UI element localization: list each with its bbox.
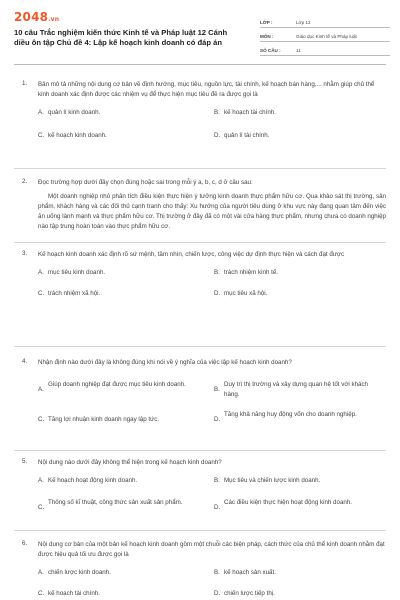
option-b[interactable]: B. kế hoạch sản xuất. (214, 569, 276, 576)
question-text: Nội dung cơ bản của một bản kế hoạch kinh doanh gồm một chuỗi các biện pháp, cách thức của chủ thể kinh doanh nhằm đạt được hiệu quả tối ưu được gọi là (38, 541, 385, 558)
header (14, 10, 386, 60)
option-b[interactable]: B. trách nhiệm kinh tế. (214, 269, 278, 276)
question-6 (14, 540, 386, 600)
option-c[interactable]: C. Thông số kĩ thuật, công thức sản xuất sản phẩm. (38, 499, 183, 511)
meta-label: MÔN : (260, 34, 274, 39)
question-divider (14, 530, 386, 531)
question-divider (14, 450, 386, 451)
meta-row-subject (260, 28, 390, 42)
meta-value: Lớp 12 (296, 20, 311, 25)
question-2 (14, 178, 386, 232)
option-b[interactable]: B. kế hoạch tài chính. (214, 109, 276, 116)
option-c[interactable]: C. kế hoạch tài chính. (38, 590, 100, 597)
options (38, 568, 386, 600)
option-a[interactable]: A. Kế hoạch hoạt động kinh doanh. (38, 477, 138, 484)
question-3 (14, 250, 386, 308)
page-title: 10 câu Trắc nghiệm kiến thức Kinh tế và Pháp luật 12 Cánh diều ôn tập Chủ đề 4: Lập kế hoạch kinh doanh có đáp án (14, 28, 228, 47)
option-a[interactable]: A. Giúp doanh nghiệp đạt được mục tiêu kinh doanh. (38, 381, 186, 393)
options (38, 268, 386, 308)
meta-label: SỐ CÂU : (260, 48, 281, 53)
question-text: Kế hoạch kinh doanh xác định rõ sứ mệnh, tầm nhìn, chiến lược, công việc dự định thực hiện và cách đạt được (38, 251, 345, 258)
option-b[interactable]: B. Mục tiêu và chiến lược kinh doanh. (214, 477, 321, 484)
option-d[interactable]: D. Tăng khả năng huy động vốn cho doanh nghiệp. (214, 411, 357, 423)
options (38, 380, 386, 438)
question-text: Đọc trường hợp dưới đây chọn đúng hoặc sai trong mỗi ý a, b, c, d ở câu sau: (38, 179, 253, 186)
option-d[interactable]: D. Các điều kiện thực hiện hoạt động kinh doanh. (214, 499, 352, 511)
options (38, 476, 386, 528)
question-number: 4. (22, 358, 28, 365)
question-number: 5. (22, 458, 28, 465)
question-1 (14, 80, 386, 148)
option-d[interactable]: D. mục tiêu xã hội. (214, 290, 268, 297)
site-logo[interactable]: 2048.vn (14, 10, 60, 24)
question-divider (14, 168, 386, 169)
options (38, 108, 386, 148)
option-d[interactable]: D. quản lí tài chính. (214, 132, 270, 139)
option-d[interactable]: D. chiến lược tiếp thị. (214, 590, 275, 597)
option-a[interactable]: A. chiến lược kinh doanh. (38, 569, 111, 576)
option-c[interactable]: C. kế hoạch kinh doanh. (38, 132, 107, 139)
meta-row-count (260, 42, 390, 56)
option-c[interactable]: C. trách nhiệm xã hội. (38, 290, 101, 297)
question-passage: Một doanh nghiệp nhỏ phân tích điều kiện thực hiện ý tưởng kinh doanh thực phẩm hữu cơ. Qua khảo sát thị trường, sản phẩm, khách hàng và các đối thủ cạnh tranh cho thấy: Xu hướng của người tiêu dùng ở khu vực này đang quan tâm đến việc ăn uống lành mạnh và thực phẩm hữu cơ. Thị trường ở đây đã có một vài cửa hàng thực phẩm, nhưng chưa có doanh nghiệp nào tập trung hoàn toàn vào thực phẩm hữu cơ. (38, 193, 386, 230)
question-number: 2. (22, 178, 28, 185)
meta-label: LỚP : (260, 20, 273, 25)
question-number: 3. (22, 250, 28, 257)
question-text: Nhận định nào dưới đây là không đúng khi nói về ý nghĩa của việc lập kế hoạch kinh doanh? (38, 359, 292, 366)
header-divider (14, 64, 386, 65)
question-divider (14, 346, 386, 347)
meta-value: Giáo dục Kinh tế và Pháp luật (296, 34, 357, 39)
question-number: 6. (22, 540, 28, 547)
question-text: Nội dung nào dưới đây không thể hiện trong kế hoạch kinh doanh? (38, 459, 222, 466)
option-a[interactable]: A. mục tiêu kinh doanh. (38, 269, 106, 276)
meta-row-class (260, 14, 390, 28)
question-divider (14, 242, 386, 243)
question-text: Bản mô tả những nội dung cơ bản về định hướng, mục tiêu, nguồn lực, tài chính, kế hoạch bán hàng,... nhằm giúp chủ thể kinh doanh xác định được các nhiệm vụ để thực hiện mục tiêu đề ra được gọi là (38, 81, 375, 98)
meta-value: 11 (296, 48, 301, 53)
meta-info (260, 14, 390, 56)
question-5 (14, 458, 386, 528)
option-c[interactable]: C. Tăng lợi nhuận kinh doanh ngay lập tức. (38, 416, 160, 423)
question-number: 1. (22, 80, 28, 87)
question-4 (14, 358, 386, 438)
option-a[interactable]: A. quản lí kinh doanh. (38, 109, 101, 116)
option-b[interactable]: B. Duy trì thị trường và xây dựng quan hệ tốt với khách hàng. (214, 381, 369, 398)
